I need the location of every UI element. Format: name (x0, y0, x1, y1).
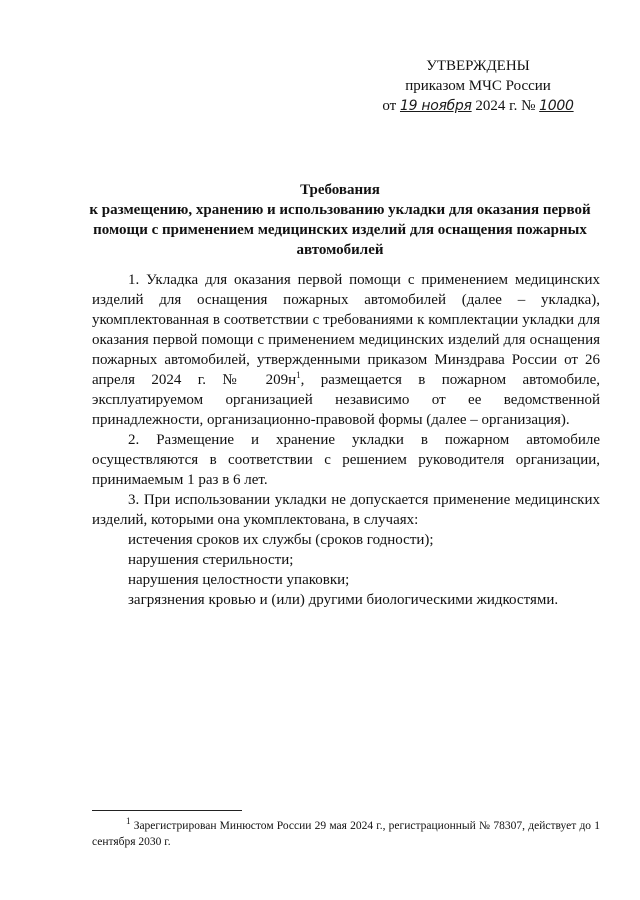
footnote (92, 818, 600, 850)
approval-heading: УТВЕРЖДЕНЫ (426, 58, 530, 74)
footnote-reference: 1 (296, 370, 301, 380)
approval-date-prefix: от (382, 98, 397, 114)
paragraph-2: 2. Размещение и хранение укладки в пожарном автомобиле осуществляются в соответствии с решением руководителя организации, принимаемым 1 раз в 6 лет. (92, 432, 600, 488)
approval-order-line (358, 96, 598, 116)
document-body (92, 270, 600, 610)
approval-handwritten-date: 19 ноября (399, 98, 472, 114)
footnote-divider (92, 810, 242, 811)
paragraph-1 (92, 270, 600, 430)
footnote-mark: 1 (126, 816, 131, 827)
paragraph-1-text: 1. Укладка для оказания первой помощи с применением медицинских изделий для оснащения пожарных автомобилей (далее – укладка), укомплектованная в соответствии с требованиями к комплектации укладки для оказания первой помощи с применением медицинских изделий для оснащения пожарных автомобилей, утвержденными приказом Минздрава России от 26 апреля 2024 г. № 209н (92, 272, 600, 388)
approval-year-text: 2024 г. № (475, 98, 536, 114)
approval-handwritten-number: 1000 (539, 98, 574, 114)
approval-order-text: приказом МЧС России (405, 78, 551, 94)
title-line-2: к размещению, хранению и использованию укладки для оказания первой помощи с применением медицинских изделий для оснащения пожарных автомобилей (89, 202, 591, 258)
approval-stamp (358, 56, 598, 116)
list-item: нарушения стерильности; (128, 552, 294, 568)
list-item: нарушения целостности упаковки; (128, 572, 350, 588)
paragraph-3: 3. При использовании укладки не допускается применение медицинских изделий, которыми она укомплектована, в случаях: (92, 492, 600, 528)
paragraph-1-text-end: , размещается в пожарном автомобиле, эксплуатируемом организацией независимо от ее ведомственной принадлежности, организационно-правовой формы (далее – организация). (92, 372, 600, 428)
list-item: истечения сроков их службы (сроков годности); (128, 532, 434, 548)
footnote-text: Зарегистрирован Минюстом России 29 мая 2024 г., регистрационный № 78307, действует до 1 сентября 2030 г. (92, 820, 600, 848)
list-item: загрязнения кровью и (или) другими биологическими жидкостями. (128, 592, 559, 608)
title-line-1: Требования (300, 182, 380, 198)
document-title (80, 180, 600, 260)
